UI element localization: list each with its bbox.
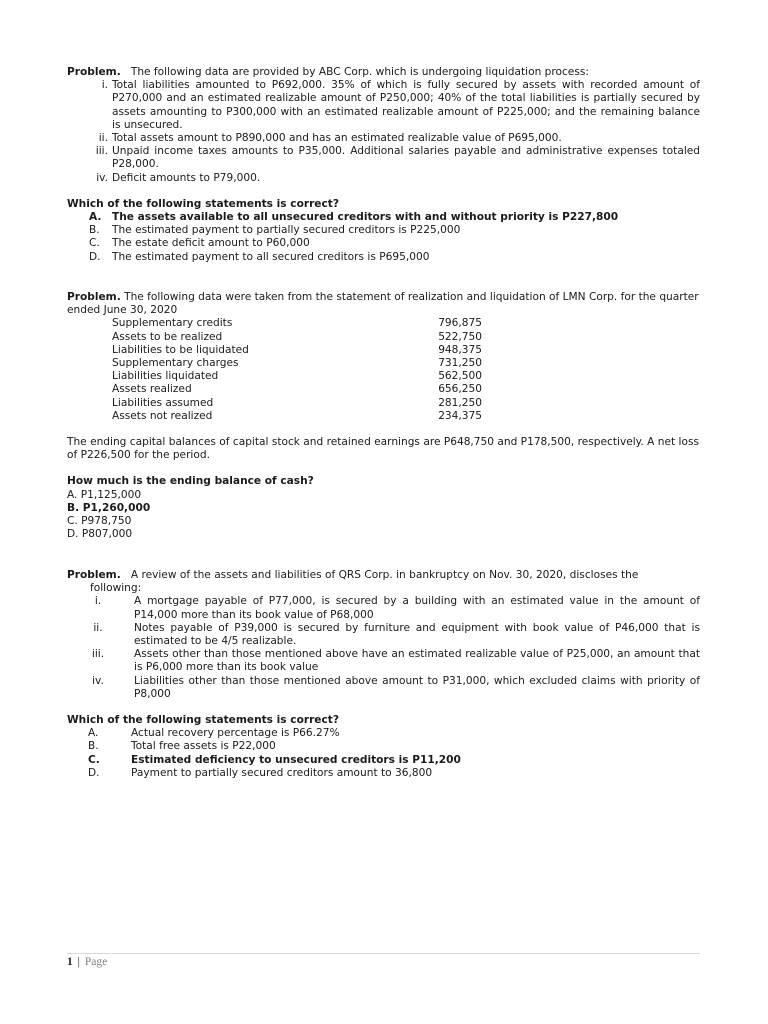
option-letter: C. — [88, 753, 100, 766]
problem-3-options — [67, 727, 700, 780]
ledger-value: 656,250 — [438, 383, 482, 396]
option-c: C. P978,750 — [67, 514, 132, 527]
option-d — [67, 251, 700, 264]
page-number: 1 — [67, 956, 73, 968]
ledger-row — [67, 370, 700, 383]
problem-2-intro — [67, 291, 700, 317]
item-text: Notes payable of P39,000 is secured by furniture and equipment with book value of P46,000 that is estimated to be 4/5 realizable. — [134, 621, 700, 648]
ledger-row — [67, 410, 700, 423]
list-item — [67, 648, 700, 674]
item-number: ii. — [93, 621, 103, 634]
option-text: Payment to partially secured creditors amount to 36,800 — [131, 766, 433, 779]
ledger-label: Liabilities liquidated — [112, 370, 219, 383]
ledger-value: 522,750 — [438, 330, 482, 343]
problem-3-items — [67, 595, 700, 701]
option-text: Total free assets is P22,000 — [131, 740, 276, 753]
problem-2-options — [67, 489, 700, 542]
item-text: Liabilities other than those mentioned above amount to P31,000, which excluded claims with priority of P8,000 — [134, 674, 700, 700]
ledger-value: 731,250 — [438, 356, 482, 369]
ledger-value: 948,375 — [438, 343, 482, 356]
problem-2-paragraph: The ending capital balances of capital stock and retained earnings are P648,750 and P178,500, respectively. A net loss of P226,500 for the period. — [67, 435, 699, 462]
item-number: iv. — [92, 674, 104, 687]
option-a — [67, 727, 700, 740]
item-text: Unpaid income taxes amounts to P35,000. Additional salaries payable and administrative expenses totaled P28,000. — [112, 145, 700, 171]
problem-1-question: Which of the following statements is correct? — [67, 197, 339, 210]
page-footer — [67, 956, 107, 969]
option-letter: A. — [89, 211, 102, 224]
problem-1 — [67, 66, 700, 264]
problem-3-label: Problem. — [67, 569, 121, 581]
ledger-label: Liabilities to be liquidated — [112, 343, 249, 356]
ledger-value: 796,875 — [438, 317, 482, 330]
option-text: The estimated payment to partially secured creditors is P225,000 — [112, 224, 461, 237]
option-letter: B. — [89, 224, 100, 237]
item-number: ii. — [98, 132, 108, 145]
page-word: Page — [84, 956, 108, 968]
problem-1-intro-text: The following data are provided by ABC Corp. which is undergoing liquidation process: — [130, 66, 589, 78]
option-letter: C. — [89, 237, 100, 250]
option-b — [67, 740, 700, 753]
list-item — [67, 145, 700, 171]
ledger-row — [67, 383, 700, 396]
item-text: Assets other than those mentioned above have an estimated realizable value of P25,000, an amount that is P6,000 more than its book value — [134, 648, 700, 674]
problem-2-ledger — [67, 317, 700, 423]
option-b: B. P1,260,000 — [67, 501, 151, 514]
list-item — [67, 622, 700, 648]
ledger-label: Liabilities assumed — [112, 396, 214, 409]
option-text: Actual recovery percentage is P66.27% — [131, 727, 340, 740]
ledger-value: 562,500 — [438, 370, 482, 383]
ledger-label: Assets not realized — [112, 409, 213, 422]
option-c — [67, 754, 700, 767]
option-letter: D. — [88, 766, 100, 779]
ledger-value: 281,250 — [438, 396, 482, 409]
item-number: iii. — [95, 145, 108, 158]
problem-3-intro-cont: following: — [90, 582, 142, 595]
problem-1-label: Problem. — [67, 66, 121, 78]
option-text: The estimated payment to all secured creditors is P695,000 — [112, 250, 430, 263]
ledger-label: Supplementary charges — [112, 356, 239, 369]
ledger-label: Assets realized — [112, 383, 192, 396]
problem-3 — [67, 569, 700, 780]
option-c — [67, 237, 700, 250]
list-item — [67, 595, 700, 621]
ledger-row — [67, 344, 700, 357]
option-b — [67, 224, 700, 237]
option-letter: B. — [88, 740, 99, 753]
problem-2-intro-text: The following data were taken from the statement of realization and liquidation of LMN Corp. for the quarter ended June 30, 2020 — [67, 291, 699, 317]
problem-3-question: Which of the following statements is correct? — [67, 714, 339, 727]
option-d: D. P807,000 — [67, 528, 133, 541]
ledger-value: 234,375 — [438, 409, 482, 422]
item-number: i. — [94, 595, 102, 608]
list-item — [67, 172, 700, 185]
problem-2 — [67, 291, 700, 541]
ledger-label: Assets to be realized — [112, 330, 223, 343]
problem-1-options — [67, 211, 700, 264]
problem-1-items — [67, 79, 700, 185]
item-number: iv. — [96, 171, 108, 184]
option-letter: D. — [89, 250, 101, 263]
problem-2-question: How much is the ending balance of cash? — [67, 475, 314, 488]
option-text: The estate deficit amount to P60,000 — [112, 237, 310, 250]
problem-1-intro — [67, 66, 700, 79]
ledger-row — [67, 317, 700, 330]
option-a — [67, 211, 700, 224]
list-item — [67, 79, 700, 132]
option-d — [67, 767, 700, 780]
footer-divider — [67, 953, 700, 954]
problem-3-intro-text: A review of the assets and liabilities of QRS Corp. in bankruptcy on Nov. 30, 2020, discloses the — [130, 569, 639, 581]
item-text: Total liabilities amounted to P692,000. 35% of which is fully secured by assets with recorded amount of P270,000 and an estimated realizable amount of P250,000; 40% of the total liabilities is partially secured by assets amounting to P300,000 with an estimated realizable amount of P225,000; and the remaining balance is unsecured. — [112, 79, 700, 131]
ledger-row — [67, 357, 700, 370]
problem-2-label: Problem. — [67, 291, 121, 303]
ledger-label: Supplementary credits — [112, 317, 233, 330]
ledger-row — [67, 331, 700, 344]
list-item — [67, 132, 700, 145]
option-a: A. P1,125,000 — [67, 488, 142, 501]
option-text: The assets available to all unsecured creditors with and without priority is P227,800 — [112, 211, 619, 224]
option-text: Estimated deficiency to unsecured creditors is P11,200 — [131, 753, 461, 766]
item-text: A mortgage payable of P77,000, is secured by a building with an estimated value in the amount of P14,000 more than its book value of P68,000 — [134, 595, 700, 621]
item-text: Deficit amounts to P79,000. — [112, 171, 261, 184]
item-number: iii. — [91, 648, 105, 661]
item-text: Total assets amount to P890,000 and has an estimated realizable value of P695,000. — [112, 132, 562, 145]
list-item — [67, 675, 700, 701]
footer-separator: | — [77, 956, 80, 968]
option-letter: A. — [88, 727, 99, 740]
ledger-row — [67, 397, 700, 410]
item-number: i. — [101, 79, 108, 92]
problem-3-intro — [67, 569, 700, 582]
